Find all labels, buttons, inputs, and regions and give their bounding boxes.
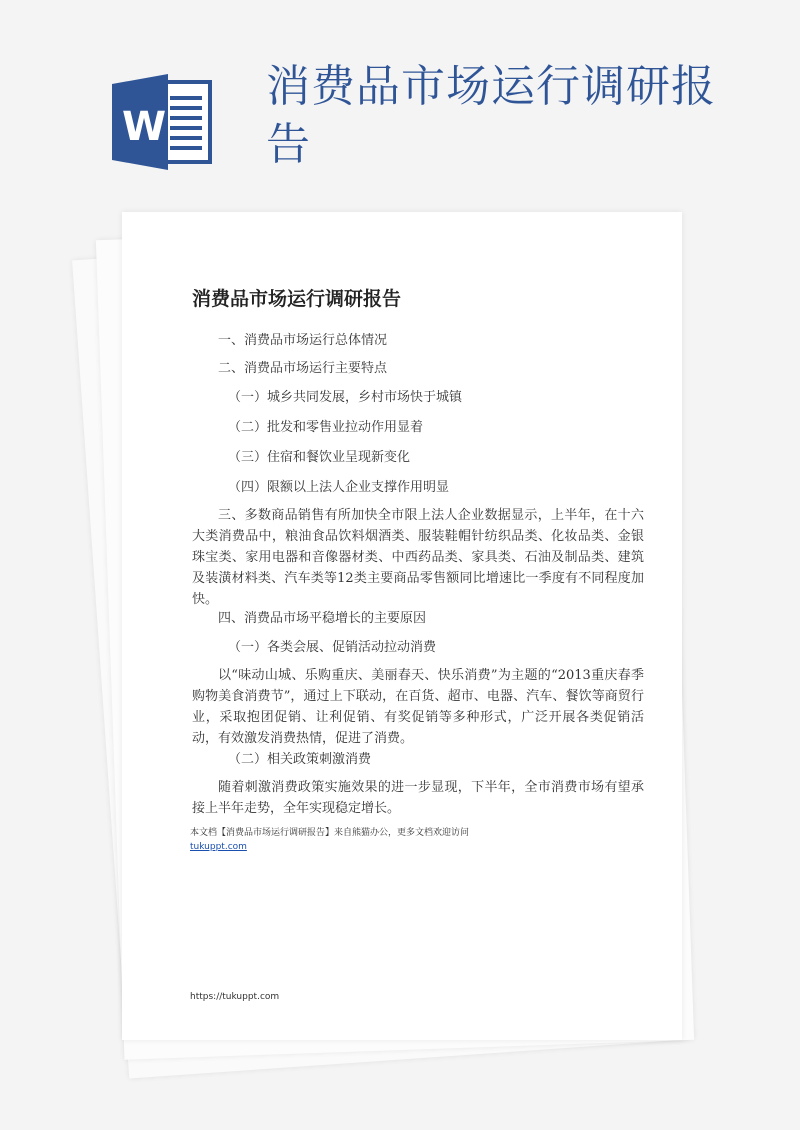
section-heading: 一、消费品市场运行总体情况 (218, 333, 388, 348)
body-paragraph: 以“味动山城、乐购重庆、美丽春天、快乐消费”为主题的“2013重庆春季购物美食消费节”，通过上下联动，在百货、超市、电器、汽车、餐饮等商贸行业，采取抱团促销、让利促销、有奖促销等多种形式，广泛开展各类促销活动，有效激发消费热情，促进了消费。 (192, 668, 644, 746)
document-title: 消费品市场运行调研报告 (192, 288, 402, 310)
subsection-heading: （一）各类会展、促销活动拉动消费 (228, 640, 437, 655)
section-heading: 二、消费品市场运行主要特点 (218, 361, 388, 376)
body-paragraph: 随着刺激消费政策实施效果的进一步显现，下半年，全市消费市场有望承接上半年走势，全年实现稳定增长。 (192, 780, 644, 816)
document-page (122, 212, 682, 1040)
source-note-text: 本文档【消费品市场运行调研报告】来自熊猫办公，更多文档欢迎访问 (190, 828, 470, 838)
subsection-heading: （一）城乡共同发展，乡村市场快于城镇 (228, 390, 463, 405)
svg-text:W: W (122, 104, 167, 150)
source-note (190, 826, 469, 854)
subsection-heading: （二）相关政策刺激消费 (228, 752, 372, 767)
source-link[interactable]: tukuppt.com (190, 842, 247, 852)
header (0, 0, 800, 200)
word-document-icon (112, 74, 214, 170)
page-title: 消费品市场运行调研报告 (266, 61, 716, 170)
page-footer-url[interactable]: https://tukuppt.com (190, 992, 280, 1002)
subsection-heading: （四）限额以上法人企业支撑作用明显 (228, 480, 450, 495)
subsection-heading: （二）批发和零售业拉动作用显着 (228, 420, 424, 435)
body-paragraph: 三、多数商品销售有所加快全市限上法人企业数据显示，上半年，在十六大类消费品中，粮油食品饮料烟酒类、服装鞋帽针纺织品类、化妆品类、金银珠宝类、家用电器和音像器材类、中西药品类、家具类、石油及制品类、建筑及装潢材料类、汽车类等12类主要商品零售额同比增速比一季度有不同程度加快。 (192, 508, 644, 607)
subsection-heading: （三）住宿和餐饮业呈现新变化 (228, 450, 411, 465)
section-heading: 四、消费品市场平稳增长的主要原因 (218, 611, 427, 626)
